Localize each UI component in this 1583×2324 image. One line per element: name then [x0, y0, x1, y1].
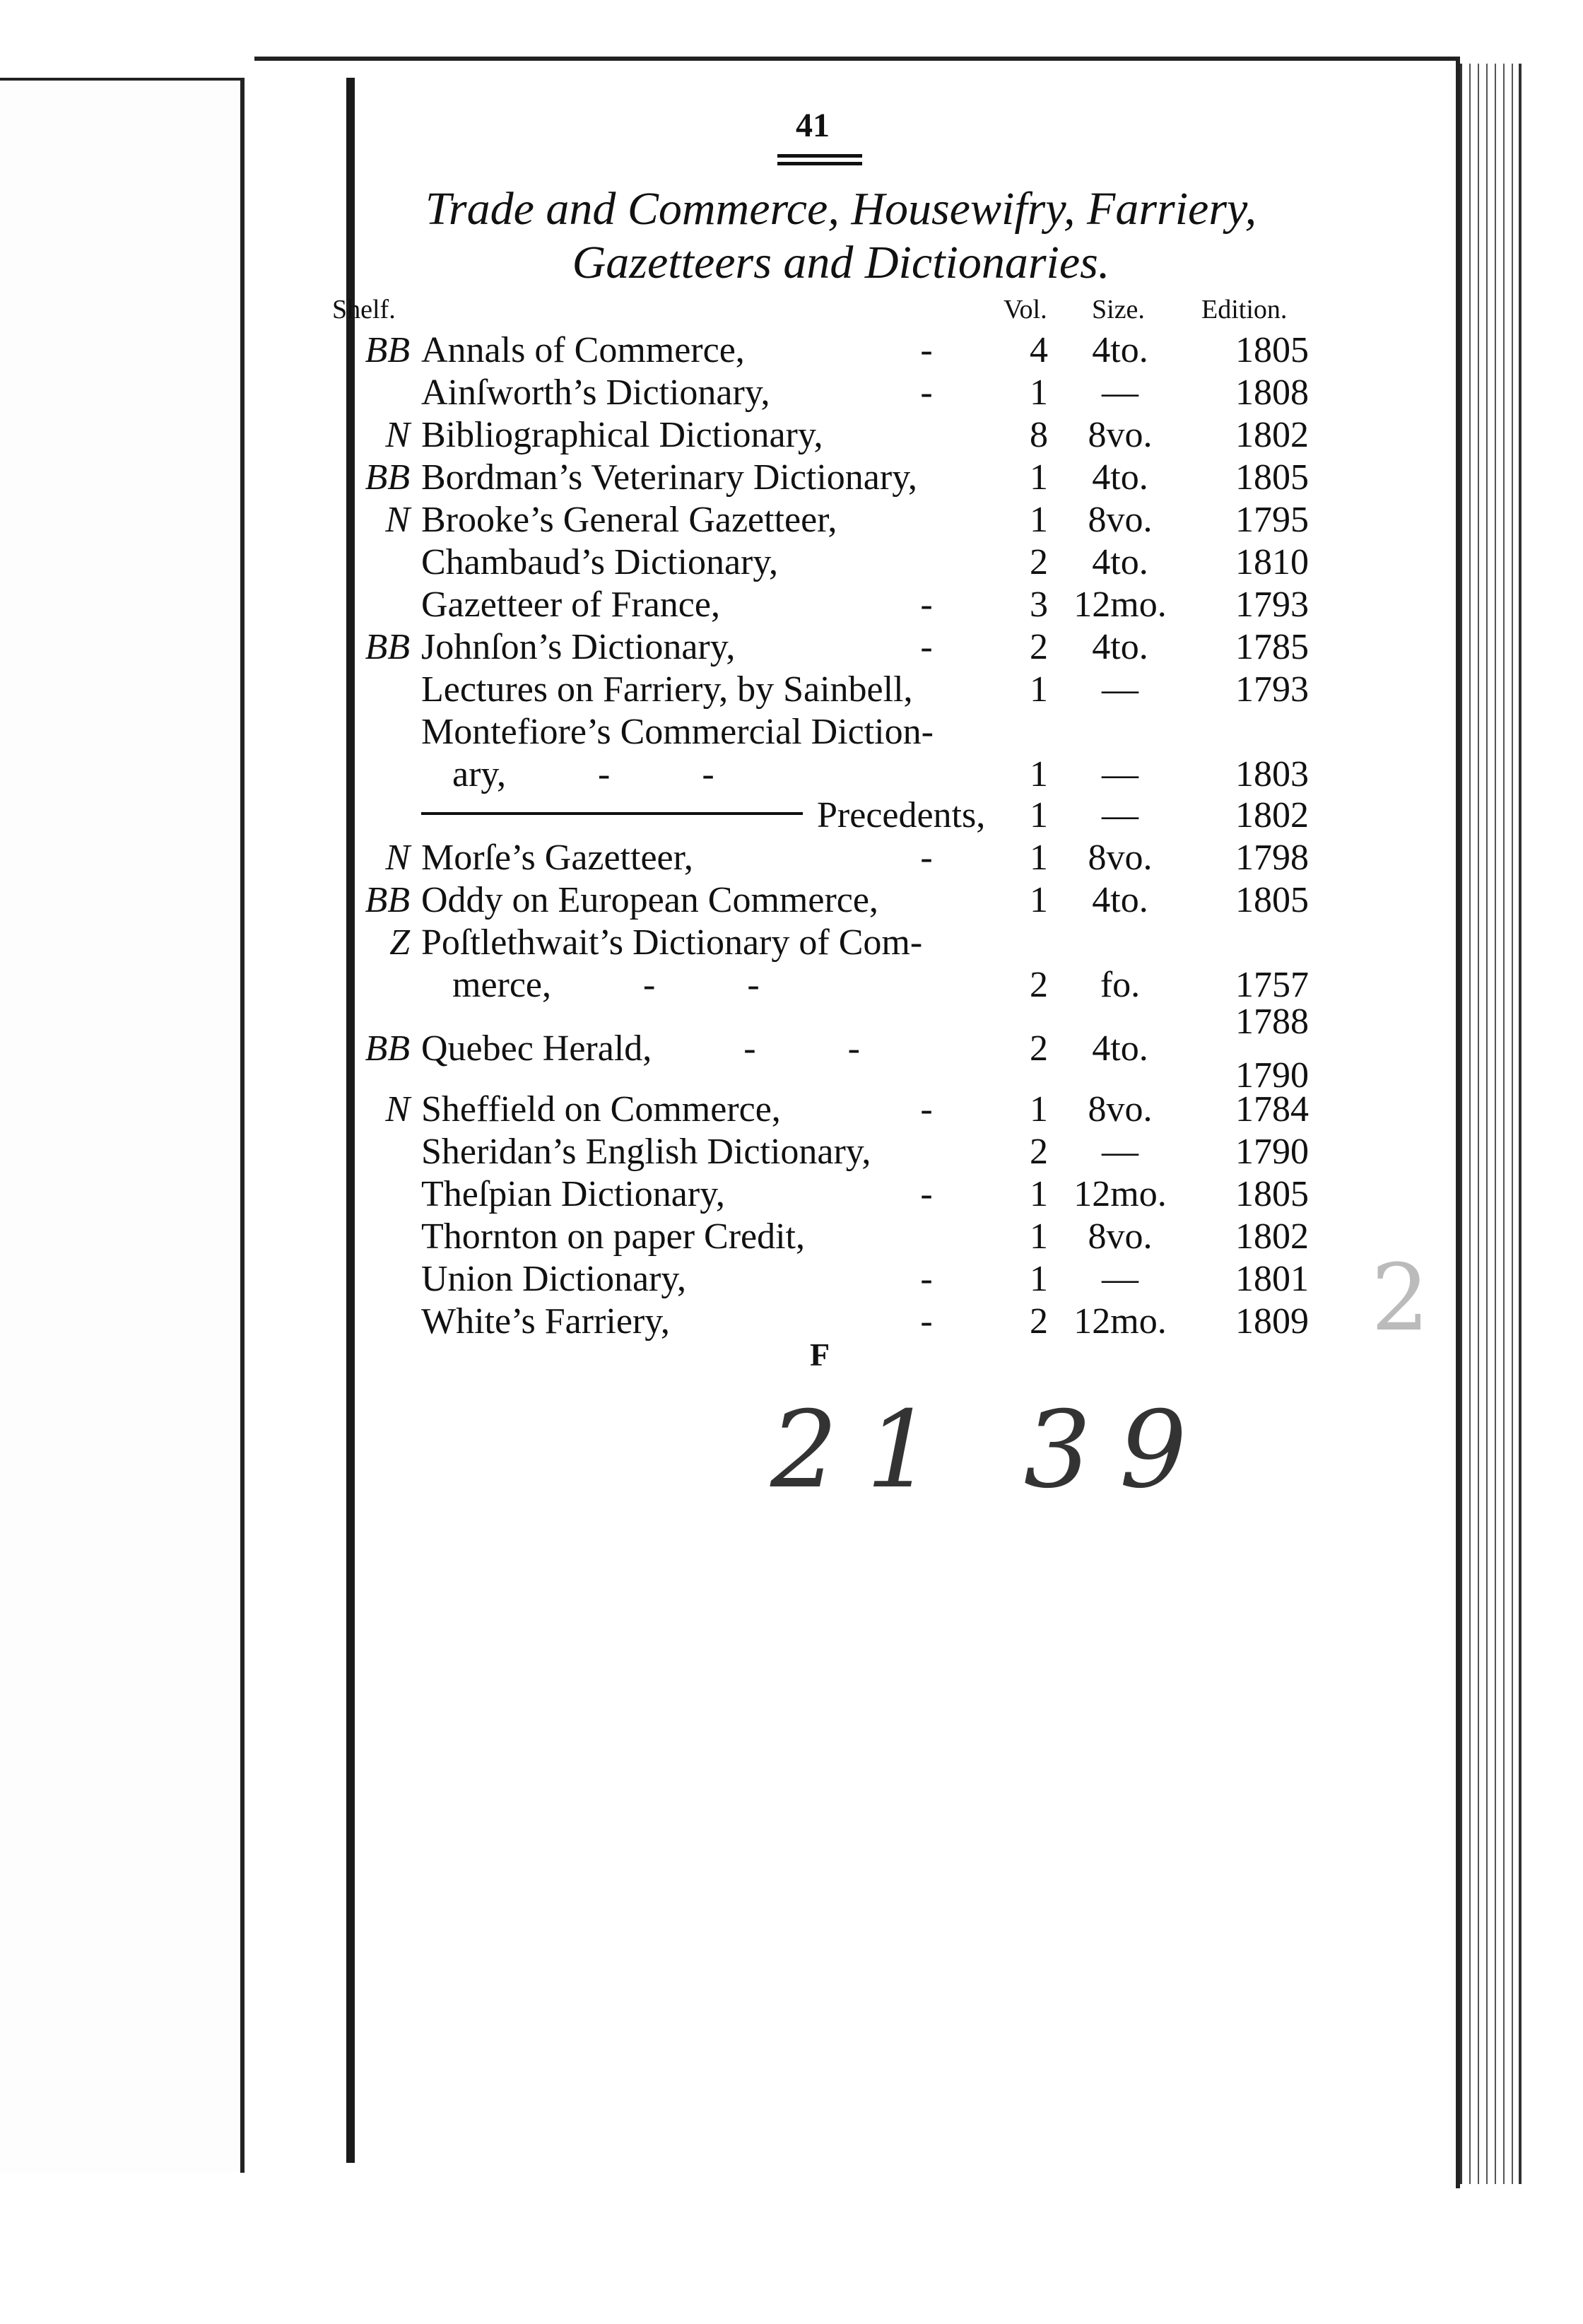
catalogue-entry: [0, 711, 1583, 753]
entry-edition: 1802: [1235, 415, 1309, 455]
entry-title: Oddy on European Commerce,: [421, 880, 878, 920]
entry-title: Bibliographical Dictionary,: [421, 415, 823, 455]
entry-dash: -: [920, 372, 933, 413]
entry-vol: 2: [1030, 965, 1048, 1005]
entry-size: 8vo.: [1088, 500, 1153, 540]
catalogue-entry: [0, 457, 1583, 499]
entry-dash: -: [920, 1259, 933, 1299]
entry-title: merce, - -: [452, 965, 760, 1005]
entry-size: —: [1102, 1132, 1138, 1172]
entry-title: Thornton on paper Credit,: [421, 1216, 805, 1257]
entry-edition: 1802: [1235, 1216, 1309, 1257]
margin-pencil-mark: 2: [1371, 1244, 1430, 1351]
entry-edition: 1793: [1235, 585, 1309, 625]
catalogue-entry: [0, 1216, 1583, 1258]
handwritten-note: 21 39: [770, 1389, 1216, 1512]
entry-title: Ainſworth’s Dictionary,: [421, 372, 770, 413]
entry-title: ary, - -: [452, 754, 714, 794]
entry-size: —: [1102, 795, 1138, 835]
section-heading-line-1: Trade and Commerce, Housewifry, Farriery,: [425, 183, 1257, 235]
entry-dash: -: [920, 330, 933, 370]
entry-edition: 1808: [1235, 372, 1309, 413]
entry-edition: 1790: [1235, 1132, 1309, 1172]
entry-edition: 1788: [1235, 1002, 1309, 1042]
entry-shelf: BB: [365, 1028, 410, 1069]
entry-shelf: N: [385, 415, 410, 455]
entry-edition: 1785: [1235, 627, 1309, 667]
entry-vol: 1: [1030, 457, 1048, 498]
entry-title: Lectures on Farriery, by Sainbell,: [421, 669, 913, 710]
entry-shelf: BB: [365, 457, 410, 498]
catalogue-entry: [0, 837, 1583, 879]
entry-edition: 1757: [1235, 965, 1309, 1005]
entry-edition: 1805: [1235, 457, 1309, 498]
entry-vol: 1: [1030, 1089, 1048, 1129]
catalogue-entry: [0, 1088, 1583, 1131]
catalogue-entry: [0, 753, 1583, 796]
entry-vol: 1: [1030, 795, 1048, 835]
entry-vol: 1: [1030, 1174, 1048, 1214]
entry-vol: 2: [1030, 1132, 1048, 1172]
entry-size: 4to.: [1092, 627, 1148, 667]
page-number-rule: [777, 154, 862, 165]
entry-edition: 1809: [1235, 1301, 1309, 1342]
catalogue-entry: [0, 372, 1583, 414]
catalogue-entry: [0, 794, 1583, 837]
entry-edition: 1793: [1235, 669, 1309, 710]
catalogue-entry: [0, 541, 1583, 584]
entry-title: Poſtlethwait’s Dictionary of Com-: [421, 922, 923, 963]
entry-edition: 1790: [1235, 1055, 1309, 1096]
entry-edition: 1798: [1235, 838, 1309, 878]
catalogue-entry: [0, 1173, 1583, 1216]
entry-size: 4to.: [1092, 1028, 1148, 1069]
entry-shelf: N: [385, 500, 410, 540]
entry-size: —: [1102, 669, 1138, 710]
entry-vol: 1: [1030, 838, 1048, 878]
entry-size: —: [1102, 1259, 1138, 1299]
entry-shelf: N: [385, 838, 410, 878]
catalogue-entry: [0, 626, 1583, 669]
entry-vol: 1: [1030, 1259, 1048, 1299]
entry-shelf: BB: [365, 330, 410, 370]
entry-vol: 2: [1030, 542, 1048, 582]
entry-edition: 1801: [1235, 1259, 1309, 1299]
entry-size: 8vo.: [1088, 415, 1153, 455]
entry-vol: 1: [1030, 880, 1048, 920]
entry-edition: 1795: [1235, 500, 1309, 540]
entry-size: —: [1102, 754, 1138, 794]
entry-edition: 1805: [1235, 880, 1309, 920]
entry-size: 12mo.: [1073, 1174, 1167, 1214]
entry-vol: 4: [1030, 330, 1048, 370]
entry-vol: 2: [1030, 627, 1048, 667]
entry-title: Montefiore’s Commercial Diction-: [421, 712, 934, 752]
signature-mark: F: [809, 1337, 830, 1373]
catalogue-entry: [0, 879, 1583, 922]
column-header-vol: Vol.: [1004, 295, 1047, 324]
entry-title: Brooke’s General Gazetteer,: [421, 500, 837, 540]
entry-title: Sheffield on Commerce,: [421, 1089, 781, 1129]
catalogue-entry: [0, 922, 1583, 964]
entry-size: —: [1102, 372, 1138, 413]
entry-edition: 1810: [1235, 542, 1309, 582]
column-header-edition: Edition.: [1201, 295, 1288, 324]
entry-edition: 1803: [1235, 754, 1309, 794]
catalogue-entry: [0, 499, 1583, 541]
entry-size: 8vo.: [1088, 1216, 1153, 1257]
entry-vol: 1: [1030, 372, 1048, 413]
entry-title: Bordman’s Veterinary Dictionary,: [421, 457, 917, 498]
catalogue-entry: [0, 414, 1583, 457]
catalogue-entry: [0, 1131, 1583, 1173]
section-heading-line-2: Gazetteers and Dictionaries.: [572, 237, 1110, 288]
entry-shelf: Z: [389, 922, 410, 963]
entry-size: 4to.: [1092, 457, 1148, 498]
catalogue-entry: [0, 329, 1583, 372]
entry-edition: 1784: [1235, 1089, 1309, 1129]
entry-dash: -: [920, 1174, 933, 1214]
column-header-shelf: Shelf.: [332, 295, 396, 324]
entry-title: Sheridan’s English Dictionary,: [421, 1132, 871, 1172]
entry-size: 12mo.: [1073, 1301, 1167, 1342]
page-number: 41: [796, 107, 830, 144]
entry-size: fo.: [1100, 965, 1141, 1005]
entry-title: Union Dictionary,: [421, 1259, 686, 1299]
entry-shelf: BB: [365, 880, 410, 920]
entry-vol: 8: [1030, 415, 1048, 455]
entry-edition: 1805: [1235, 1174, 1309, 1214]
entry-shelf: BB: [365, 627, 410, 667]
entry-size: 12mo.: [1073, 585, 1167, 625]
entry-edition: 1802: [1235, 795, 1309, 835]
catalogue-entry: [0, 584, 1583, 626]
entry-dash: -: [920, 585, 933, 625]
column-header-size: Size.: [1092, 295, 1145, 324]
entry-title: Theſpian Dictionary,: [421, 1174, 725, 1214]
entry-dash: -: [920, 1089, 933, 1129]
entry-dash: -: [920, 627, 933, 667]
entry-size: 4to.: [1092, 542, 1148, 582]
entry-size: 8vo.: [1088, 1089, 1153, 1129]
entry-vol: 3: [1030, 585, 1048, 625]
entry-edition: 1805: [1235, 330, 1309, 370]
entry-title: Quebec Herald, - -: [421, 1028, 860, 1069]
entry-title: Morſe’s Gazetteer,: [421, 838, 693, 878]
ditto-rule: [421, 812, 803, 815]
entry-size: 8vo.: [1088, 838, 1153, 878]
entry-vol: 1: [1030, 1216, 1048, 1257]
entry-title: Gazetteer of France,: [421, 585, 720, 625]
entry-size: 4to.: [1092, 880, 1148, 920]
entry-title: Annals of Commerce,: [421, 330, 745, 370]
entry-vol: 1: [1030, 500, 1048, 540]
entry-shelf: N: [385, 1089, 410, 1129]
entry-title: Precedents,: [817, 795, 986, 835]
entry-dash: -: [920, 838, 933, 878]
catalogue-entry: [0, 669, 1583, 711]
entry-title: Chambaud’s Dictionary,: [421, 542, 778, 582]
entry-vol: 1: [1030, 754, 1048, 794]
entry-title: White’s Farriery,: [421, 1301, 670, 1342]
catalogue-entry: [0, 964, 1583, 1007]
catalogue-entry: [0, 1258, 1583, 1301]
entry-vol: 1: [1030, 669, 1048, 710]
entry-vol: 2: [1030, 1301, 1048, 1342]
entry-vol: 2: [1030, 1028, 1048, 1069]
entry-size: 4to.: [1092, 330, 1148, 370]
entry-dash: -: [920, 1301, 933, 1342]
entry-title: Johnſon’s Dictionary,: [421, 627, 736, 667]
